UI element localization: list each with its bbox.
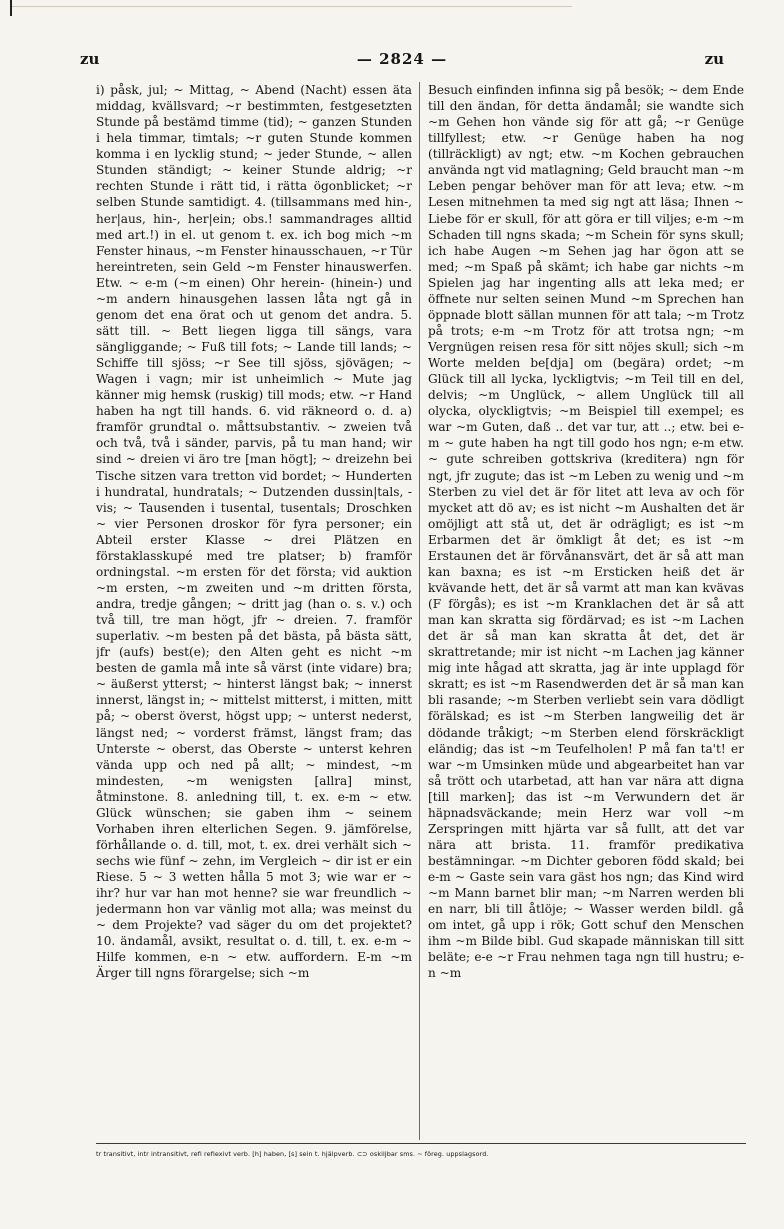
footer-rule [96,1143,746,1144]
scan-edge-line [12,6,572,7]
column-divider [419,82,420,1140]
abbreviation-key-footer: tr transitivt, intr intransitivt, refl reflexivt verb. [h] haben, [s] sein t. hjälpverb. ⊂⊃ oskiljbar sms. ~ föreg. uppslagsord. [96,1150,489,1158]
header-guide-word-right: zu [704,50,724,68]
page-number: — 2824 — [356,50,448,68]
right-column-text: Besuch einfinden infinna sig på besök; ~ dem Ende till den ändan, för detta ändamål; sie wandte sich ~m Gehen hon vände sig för att gå; ~r Genüge tillfyllest; etw. ~r Genüge haben ha nog (tillräckligt) av ngt; etw. ~m Kochen gebrauchen använda ngt vid matlagning; Geld braucht man ~m Leben pengar behöver man för att leva; etw. ~m Lesen mitnehmen ta med sig ngt att läsa; Ihnen ~ Liebe för er skull, för att göra er till viljes; e-m ~m Schaden till ngns skada; ~m Schein för syns skull; ich habe Augen ~m Sehen jag har ögon att se med; ~m Spaß på skämt; ich habe gar nichts ~m Spielen jag har ingenting alls att leka med; er öffnete nur selten seinen Mund ~m Sprechen han öppnade blott sällan munnen för att tala; ~m Trotz på trots; e-m ~m Trotz för att trotsa ngn; ~m Vergnügen reisen resa för sitt nöjes skull; sich ~m Worte melden be[dja] om (begära) ordet; ~m Glück till all lycka, lyckligtvis; ~m Teil till en del, delvis; ~m Unglück, ~ allem Unglück till all olycka, olyckligtvis; ~m Beispiel till exempel; es war ~m Guten, daß .. det var tur, att ..; etw. bei e-m ~ gute haben ha ngt till godo hos ngn; e-m etw. ~ gute schreiben gottskriva (kreditera) ngn för ngt, jfr zugute; das ist ~m Leben zu wenig und ~m Sterben zu viel det är för litet att leva av och för mycket att dö av; es ist nicht ~m Aushalten det är omöjligt att stå ut, det är odrägligt; es ist ~m Erbarmen det är ömkligt åt det; es ist ~m Erstaunen det är förvånansvärt, det är så att man kan baxna; es ist ~m Ersticken heiß det är kvävande hett, det är så varmt att man kan kvävas (F förgås); es ist ~m Kranklachen det är så att man kan skratta sig fördärvad; es ist ~m Lachen det är så man kan skratta åt det, det är skrattretande; mir ist nicht ~m Lachen jag känner mig inte hågad att skratta, jag är inte upplagd för skratt; es ist ~m Rasendwerden det är så man kan bli rasande; ~m Sterben verliebt sein vara dödligt förälskad; es ist ~m Sterben langweilig det är dödande tråkigt; ~m Sterben elend förskräckligt eländig; das ist ~m Teufelholen! P må fan ta't! er war ~m Umsinken müde und abgearbeitet han var så trött och utarbetad, att han var nära att digna [till marken]; das ist ~m Verwundern det är häpnadsväckande; mein Herz war voll ~m Zerspringen mitt hjärta var så fullt, att det var nära att brista. 11. framför predikativa bestämningar. ~m Dichter geboren född skald; bei e-m ~ Gaste sein vara gäst hos ngn; das Kind wird ~m Mann barnet blir man; ~m Narren werden bli en narr, bli till åtlöje; ~ Wasser werden bildl. gå om intet, gå upp i rök; Gott schuf den Menschen ihm ~m Bilde bibl. Gud skapade människan till sitt beläte; e-e ~r Frau nehmen taga ngn till hustru; e-n ~m [428,83,744,981]
scan-edge-mark [10,0,12,16]
left-column-text: i) påsk, jul; ~ Mittag, ~ Abend (Nacht) essen äta middag, kvällsvard; ~r bestimmten, festgesetzten Stunde på bestämd timme (tid); ~ ganzen Stunden i hela timmar, timtals; ~r guten Stunde kommen komma i en lycklig stund; ~ jeder Stunde, ~ allen Stunden ständigt; ~ keiner Stunde aldrig; ~r rechten Stunde i rätt tid, i rätta ögonblicket; ~r selben Stunde samtidigt. 4. (tillsammans med hin-, her|aus, hin-, her|ein; obs.! sammandrages alltid med art.!) in el. ut genom t. ex. ich bog mich ~m Fenster hinaus, ~m Fenster hinausschauen, ~r Tür hereintreten, sein Geld ~m Fenster hinauswerfen. Etw. ~ e-m (~m einen) Ohr herein- (hinein-) und ~m andern hinausgehen lassen låta ngt gå in genom det ena örat och ut genom det andra. 5. sätt till. ~ Bett liegen ligga till sängs, vara sängliggande; ~ Fuß till fots; ~ Lande till lands; ~ Schiffe till sjöss; ~r See till sjöss, sjövägen; ~ Wagen i vagn; mir ist unheimlich ~ Mute jag känner mig hemsk (ruskig) till mods; etw. ~r Hand haben ha ngt till hands. 6. vid räkneord o. d. a) framför grundtal o. måttsubstantiv. ~ zweien två och två, två i sänder, parvis, på tu man hand; wir sind ~ dreien vi äro tre [man högt]; ~ dreizehn bei Tische sitzen vara tretton vid bordet; ~ Hunderten i hundratal, hundratals; ~ Dutzenden dussin|tals, -vis; ~ Tausenden i tusental, tusentals; Droschken ~ vier Personen droskor för fyra personer; ein Abteil erster Klasse ~ drei Plätzen en förstaklasskupé med tre platser; b) framför ordningstal. ~m ersten för det första; vid auktion ~m ersten, ~m zweiten und ~m dritten första, andra, tredje gången; ~ dritt jag (han o. s. v.) och två till, tre man högt, jfr ~ dreien. 7. framför superlativ. ~m besten på det bästa, på bästa sätt, jfr (aufs) best(e); den Alten geht es nicht ~m besten de gamla må inte så värst (inte vidare) bra; ~ äußerst ytterst; ~ hinterst längst bak; ~ innerst innerst, längst in; ~ mittelst mitterst, i mitten, mitt på; ~ oberst överst, högst upp; ~ unterst nederst, längst ned; ~ vorderst främst, längst fram; das Unterste ~ oberst, das Oberste ~ unterst kehren vända upp och ned på allt; ~ mindest, ~m mindesten, ~m wenigsten [allra] minst, åtminstone. 8. anledning till, t. ex. e-m ~ etw. Glück wünschen; sie gaben ihm ~ seinem Vorhaben ihren elterlichen Segen. 9. jämförelse, förhållande o. d. till, mot, t. ex. drei verhält sich ~ sechs wie fünf ~ zehn, im Vergleich ~ dir ist er ein Riese. 5 ~ 3 wetten hålla 5 mot 3; wie war er ~ ihr? hur var han mot henne? sie war freundlich ~ jedermann hon var vänlig mot alla; was meinst du ~ dem Projekte? vad säger du om det projektet? 10. ändamål, avsikt, resultat o. d. till, t. ex. e-m ~ Hilfe kommen, e-n ~ etw. auffordern. E-m ~m Ärger till ngns förargelse; sich ~m [96,83,412,981]
running-header [60,50,744,72]
header-guide-word-left: zu [80,50,100,68]
